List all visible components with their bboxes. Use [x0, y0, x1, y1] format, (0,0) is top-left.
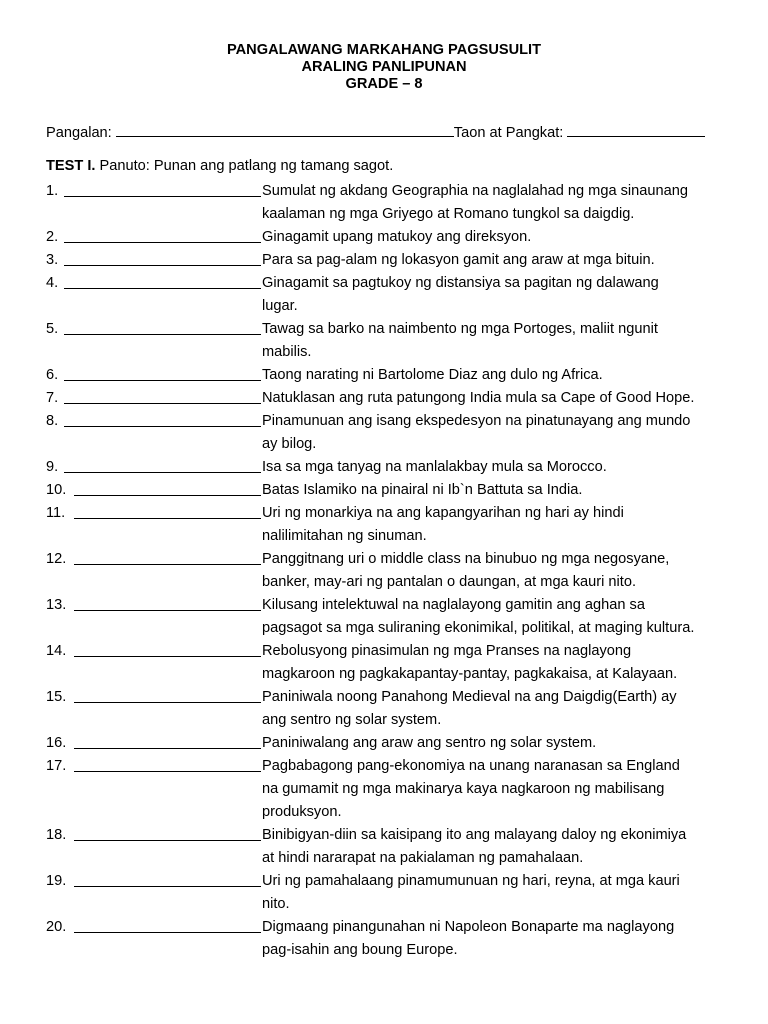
question-item: [46, 226, 736, 249]
question-text-line: Uri ng monarkiya na ang kapangyarihan ng hari ay hindi: [262, 505, 624, 521]
test-instructions: [46, 157, 393, 175]
question-number: 2.: [46, 229, 59, 245]
question-item: [46, 870, 736, 916]
question-item: [46, 272, 736, 318]
answer-blank[interactable]: [74, 771, 261, 772]
question-number: 17.: [46, 758, 67, 774]
question-text-line: Ginagamit upang matukoy ang direksyon.: [262, 229, 532, 245]
question-number: 16.: [46, 735, 67, 751]
answer-blank[interactable]: [74, 495, 261, 496]
question-text-line: Taong narating ni Bartolome Diaz ang dulo ng Africa.: [262, 367, 603, 383]
question-text-line: Ginagamit sa pagtukoy ng distansiya sa pagitan ng dalawang: [262, 275, 659, 291]
question-text: [262, 272, 736, 318]
question-item: [46, 548, 736, 594]
question-item: [46, 824, 736, 870]
answer-blank[interactable]: [74, 702, 261, 703]
question-text: [262, 479, 736, 502]
instruction-text: Panuto: Punan ang patlang ng tamang sagot.: [99, 158, 394, 174]
question-item: [46, 755, 736, 824]
question-text-line: na gumamit ng mga makinarya kaya nagkaroon ng mabilisang: [262, 781, 665, 797]
question-text-line: ang sentro ng solar system.: [262, 712, 442, 728]
answer-blank[interactable]: [64, 426, 261, 427]
answer-blank[interactable]: [64, 472, 261, 473]
question-text: [262, 870, 736, 916]
question-text: [262, 594, 736, 640]
question-text-line: Natuklasan ang ruta patungong India mula sa Cape of Good Hope.: [262, 390, 695, 406]
question-text-line: Binibigyan-diin sa kaisipang ito ang malayang daloy ng ekonimiya: [262, 827, 687, 843]
question-text-line: banker, may-ari ng pantalan o daungan, at mga kauri nito.: [262, 574, 637, 590]
question-item: [46, 249, 736, 272]
question-number: 18.: [46, 827, 67, 843]
test-label: TEST I.: [46, 158, 96, 174]
question-text: [262, 640, 736, 686]
section-label: Taon at Pangkat:: [453, 125, 564, 141]
question-text-line: pag-isahin ang boung Europe.: [262, 942, 458, 958]
exam-title: PANGALAWANG MARKAHANG PAGSUSULIT: [226, 42, 542, 58]
answer-blank[interactable]: [74, 610, 261, 611]
answer-blank[interactable]: [64, 242, 261, 243]
question-item: [46, 479, 736, 502]
question-text-line: Para sa pag-alam ng lokasyon gamit ang araw at mga bituin.: [262, 252, 655, 268]
question-number: 7.: [46, 390, 59, 406]
answer-blank[interactable]: [74, 748, 261, 749]
question-text-line: nalilimitahan ng sinuman.: [262, 528, 427, 544]
question-number: 6.: [46, 367, 59, 383]
question-text-line: Tawag sa barko na naimbento ng mga Portoges, maliit ngunit: [262, 321, 658, 337]
question-text: [262, 686, 736, 732]
question-item: [46, 410, 736, 456]
question-item: [46, 640, 736, 686]
name-blank[interactable]: [116, 123, 454, 137]
question-number: 8.: [46, 413, 59, 429]
question-number: 10.: [46, 482, 67, 498]
question-item: [46, 594, 736, 640]
question-text: [262, 824, 736, 870]
question-text-line: Batas Islamiko na pinairal ni Ib`n Battuta sa India.: [262, 482, 583, 498]
section-blank[interactable]: [567, 123, 705, 137]
answer-blank[interactable]: [64, 334, 261, 335]
question-item: [46, 180, 736, 226]
answer-blank[interactable]: [74, 932, 261, 933]
question-text-line: ay bilog.: [262, 436, 317, 452]
question-number: 1.: [46, 183, 59, 199]
answer-blank[interactable]: [64, 403, 261, 404]
question-text-line: pagsagot sa mga suliraning ekonimikal, politikal, at maging kultura.: [262, 620, 695, 636]
question-text: [262, 548, 736, 594]
question-item: [46, 364, 736, 387]
question-number: 15.: [46, 689, 67, 705]
question-text-line: Paniniwalang ang araw ang sentro ng solar system.: [262, 735, 597, 751]
question-text-line: Uri ng pamahalaang pinamumunuan ng hari, reyna, at mga kauri: [262, 873, 680, 889]
question-text: [262, 364, 736, 387]
answer-blank[interactable]: [74, 840, 261, 841]
question-text: [262, 249, 736, 272]
answer-blank[interactable]: [74, 518, 261, 519]
subject-title: ARALING PANLIPUNAN: [301, 59, 467, 75]
question-number: 14.: [46, 643, 67, 659]
question-text-line: lugar.: [262, 298, 298, 314]
question-text: [262, 456, 736, 479]
question-text-line: magkaroon ng pagkakapantay-pantay, pagkakaisa, at Kalayaan.: [262, 666, 678, 682]
question-number: 9.: [46, 459, 59, 475]
answer-blank[interactable]: [64, 288, 261, 289]
question-text: [262, 387, 736, 410]
question-text-line: Rebolusyong pinasimulan ng mga Pranses na naglayong: [262, 643, 632, 659]
question-number: 3.: [46, 252, 59, 268]
question-text-line: Pagbabagong pang-ekonomiya na unang naranasan sa England: [262, 758, 680, 774]
answer-blank[interactable]: [74, 656, 261, 657]
answer-blank[interactable]: [64, 380, 261, 381]
question-text-line: Panggitnang uri o middle class na binubuo ng mga negosyane,: [262, 551, 670, 567]
question-text-line: Paniniwala noong Panahong Medieval na ang Daigdig(Earth) ay: [262, 689, 677, 705]
question-list: [46, 180, 736, 962]
question-text: [262, 732, 736, 755]
question-text: [262, 410, 736, 456]
answer-blank[interactable]: [64, 265, 261, 266]
question-number: 19.: [46, 873, 67, 889]
name-label: Pangalan:: [46, 125, 112, 141]
question-item: [46, 456, 736, 479]
question-number: 13.: [46, 597, 67, 613]
question-text-line: nito.: [262, 896, 290, 912]
question-text: [262, 226, 736, 249]
question-item: [46, 502, 736, 548]
question-text: [262, 755, 736, 824]
question-item: [46, 686, 736, 732]
grade-title: GRADE – 8: [345, 76, 423, 92]
question-text: [262, 180, 736, 226]
student-info-line: [46, 123, 705, 142]
answer-blank[interactable]: [74, 886, 261, 887]
question-number: 5.: [46, 321, 59, 337]
question-text-line: kaalaman ng mga Griyego at Romano tungkol sa daigdig.: [262, 206, 635, 222]
question-text-line: Isa sa mga tanyag na manlalakbay mula sa Morocco.: [262, 459, 607, 475]
answer-blank[interactable]: [64, 196, 261, 197]
question-item: [46, 318, 736, 364]
question-number: 4.: [46, 275, 59, 291]
question-text-line: at hindi nararapat na pakialaman ng pamahalaan.: [262, 850, 584, 866]
question-text-line: mabilis.: [262, 344, 312, 360]
question-item: [46, 732, 736, 755]
question-text: [262, 318, 736, 364]
exam-header: [0, 42, 768, 93]
question-number: 11.: [46, 505, 66, 521]
answer-blank[interactable]: [74, 564, 261, 565]
question-text-line: Digmaang pinangunahan ni Napoleon Bonaparte ma naglayong: [262, 919, 675, 935]
question-text-line: Sumulat ng akdang Geographia na naglalahad ng mga sinaunang: [262, 183, 688, 199]
question-number: 12.: [46, 551, 67, 567]
question-text-line: Kilusang intelektuwal na naglalayong gamitin ang aghan sa: [262, 597, 645, 613]
question-text-line: Pinamunuan ang isang ekspedesyon na pinatunayang ang mundo: [262, 413, 691, 429]
question-text-line: produksyon.: [262, 804, 342, 820]
question-item: [46, 916, 736, 962]
question-number: 20.: [46, 919, 67, 935]
question-text: [262, 916, 736, 962]
question-item: [46, 387, 736, 410]
question-text: [262, 502, 736, 548]
